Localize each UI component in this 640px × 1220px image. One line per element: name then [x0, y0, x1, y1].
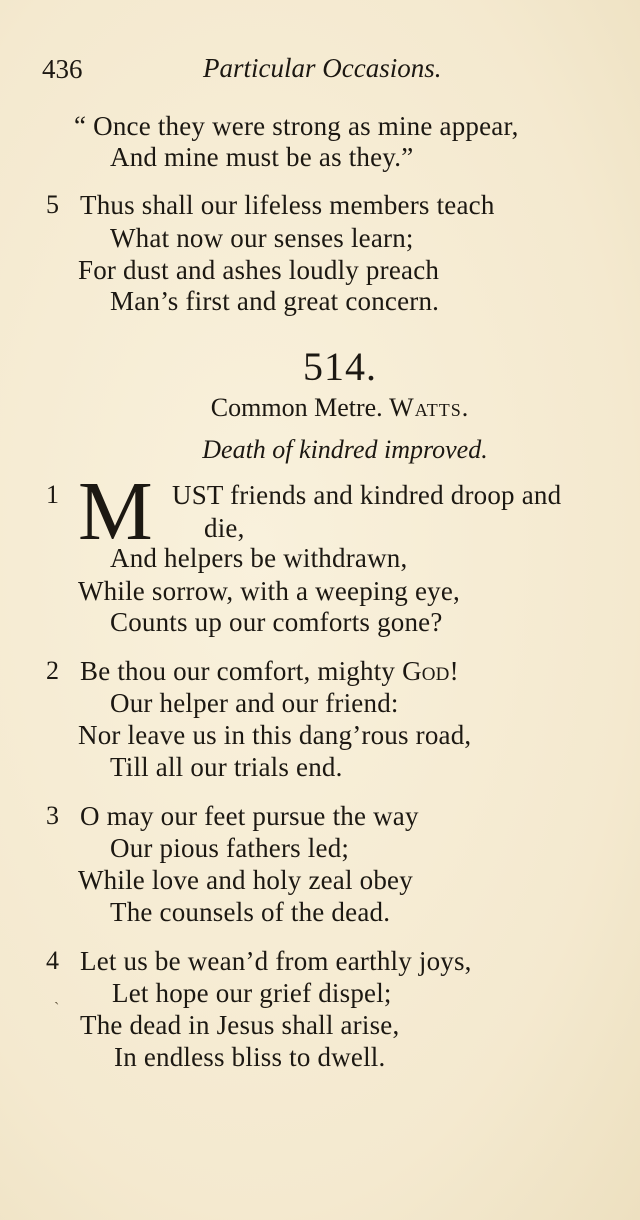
verse-line: Let hope our grief dispel;: [112, 978, 392, 1008]
verse-line: O may our feet pursue the way: [80, 801, 419, 831]
page-number: 436: [42, 54, 83, 84]
verse-line: Thus shall our lifeless members teach: [80, 190, 495, 220]
verse-line: In endless bliss to dwell.: [114, 1042, 386, 1072]
verse-line: Man’s first and great concern.: [110, 286, 440, 316]
verse-line: Nor leave us in this dang’rous road,: [78, 720, 472, 750]
stanza-number: 3: [46, 801, 59, 830]
stanza-number: 1: [46, 480, 59, 509]
stanza-number: 2: [46, 656, 59, 685]
verse-line: What now our senses learn;: [110, 223, 414, 253]
verse-line: While sorrow, with a weeping eye,: [78, 576, 460, 606]
verse-line: And helpers be withdrawn,: [110, 543, 408, 573]
stanza-number: 5: [46, 190, 59, 219]
running-title: Particular Occasions.: [203, 53, 442, 83]
verse-line: And mine must be as they.”: [110, 142, 414, 172]
verse-line: [80, 656, 459, 687]
stanza-number: 4: [46, 946, 59, 975]
meter: Common Metre.: [210, 393, 383, 422]
verse-line: UST friends and kindred droop and: [172, 480, 562, 510]
hymn-meter-line: [0, 393, 640, 423]
hymn-subject: Death of kindred improved.: [202, 435, 488, 464]
verse-line: Let us be wean’d from earthly joys,: [80, 946, 472, 976]
verse-line: For dust and ashes loudly preach: [78, 255, 440, 285]
punctuation: !: [449, 656, 459, 686]
verse-text: Be thou our comfort, mighty: [80, 656, 403, 686]
stray-mark: ˎ: [54, 988, 60, 1005]
verse-line: Our pious fathers led;: [110, 833, 350, 863]
verse-line: Our helper and our friend:: [110, 688, 399, 718]
verse-line: die,: [204, 513, 245, 543]
drop-cap: M: [78, 465, 153, 558]
verse-line: The dead in Jesus shall arise,: [80, 1010, 400, 1040]
verse-line: While love and holy zeal obey: [78, 865, 413, 895]
verse-line: “ Once they were strong as mine appear,: [74, 111, 519, 141]
divine-name: God: [402, 656, 450, 686]
author: Watts.: [389, 393, 470, 422]
verse-line: Till all our trials end.: [110, 752, 343, 782]
verse-line: Counts up our comforts gone?: [110, 607, 443, 637]
hymn-number: 514.: [303, 344, 377, 389]
verse-line: The counsels of the dead.: [110, 897, 391, 927]
